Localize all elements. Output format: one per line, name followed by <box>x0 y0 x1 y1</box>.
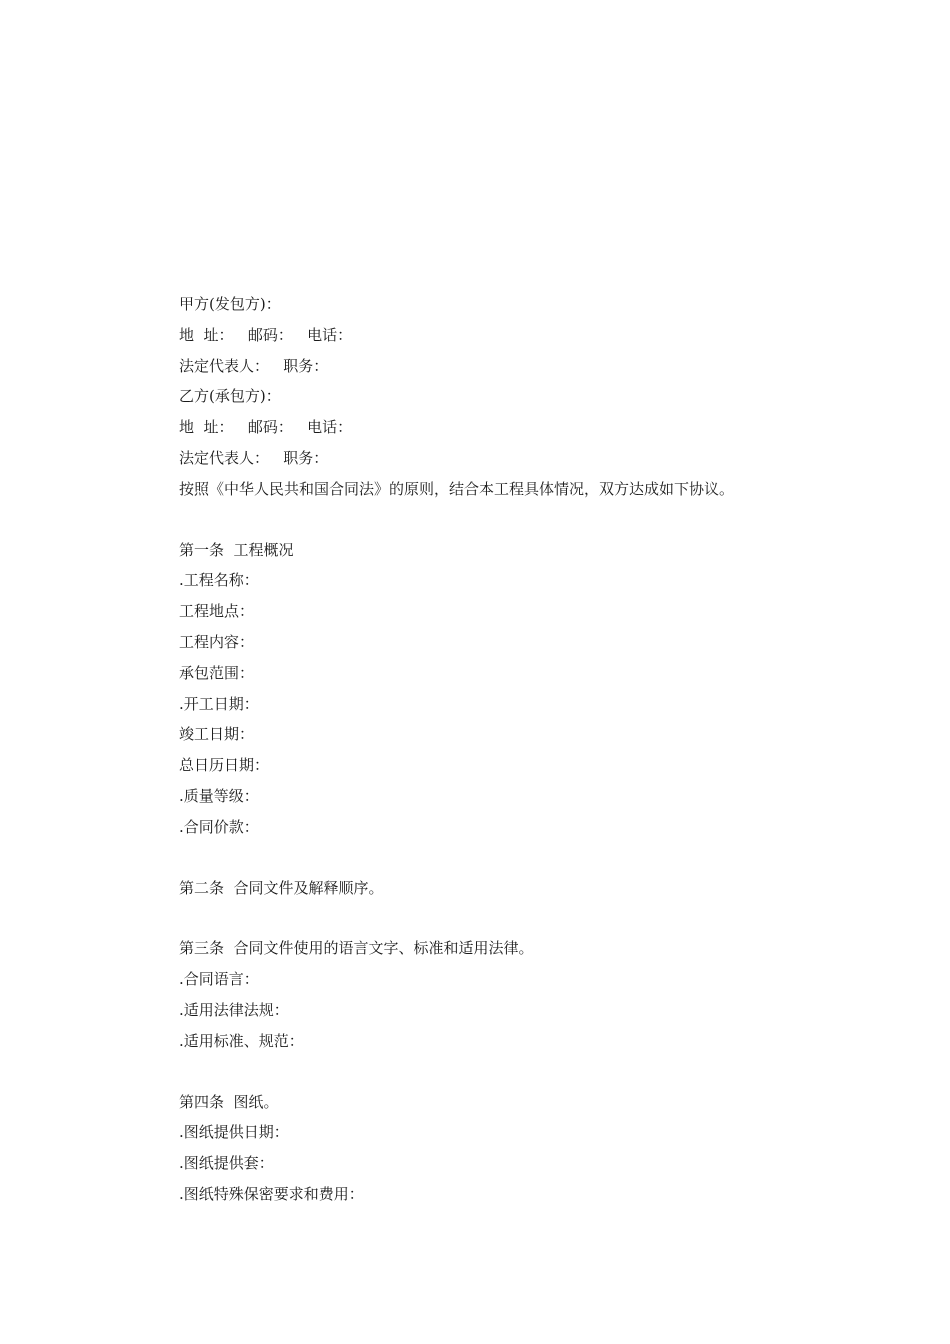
contract-body <box>179 289 879 1210</box>
article-3-item: .适用法律法规： <box>179 1000 289 1019</box>
party-b-representative-line: 法定代表人： 职务： <box>179 448 329 467</box>
party-b-line: 乙方(承包方)： <box>179 387 281 406</box>
article-1-item: 工程内容： <box>179 632 255 651</box>
article-1-item: 工程地点： <box>179 602 255 621</box>
article-1-item: .质量等级： <box>179 786 259 805</box>
article-2-title: 第二条 合同文件及解释顺序。 <box>179 878 384 897</box>
spacer <box>179 1057 879 1087</box>
spacer <box>179 903 879 933</box>
preamble-paragraph: 按照《中华人民共和国合同法》的原则，结合本工程具体情况，双方达成如下协议。 <box>179 479 735 498</box>
article-1-item: .开工日期： <box>179 694 259 713</box>
party-a-representative-line: 法定代表人： 职务： <box>179 356 329 375</box>
article-3-item: .适用标准、规范： <box>179 1031 304 1050</box>
article-4-title: 第四条 图纸。 <box>179 1092 279 1111</box>
article-4-item: .图纸特殊保密要求和费用： <box>179 1184 364 1203</box>
article-1-item: 承包范围： <box>179 663 255 682</box>
party-a-contact-line: 地 址： 邮码： 电话： <box>179 325 353 344</box>
party-a-line: 甲方(发包方)： <box>179 295 281 313</box>
spacer <box>179 843 879 873</box>
article-1-item: .工程名称： <box>179 571 259 590</box>
article-3-title: 第三条 合同文件使用的语言文字、标准和适用法律。 <box>179 939 534 958</box>
article-1-item: .合同价款： <box>179 817 259 836</box>
article-3-item: .合同语言： <box>179 970 259 989</box>
article-1-item: 竣工日期： <box>179 725 255 744</box>
article-4-item: .图纸提供日期： <box>179 1123 289 1142</box>
article-1-item: 总日历日期： <box>179 756 270 775</box>
party-b-contact-line: 地 址： 邮码： 电话： <box>179 418 353 437</box>
spacer <box>179 505 879 535</box>
article-1-title: 第一条 工程概况 <box>179 540 294 559</box>
article-4-item: .图纸提供套： <box>179 1154 274 1173</box>
